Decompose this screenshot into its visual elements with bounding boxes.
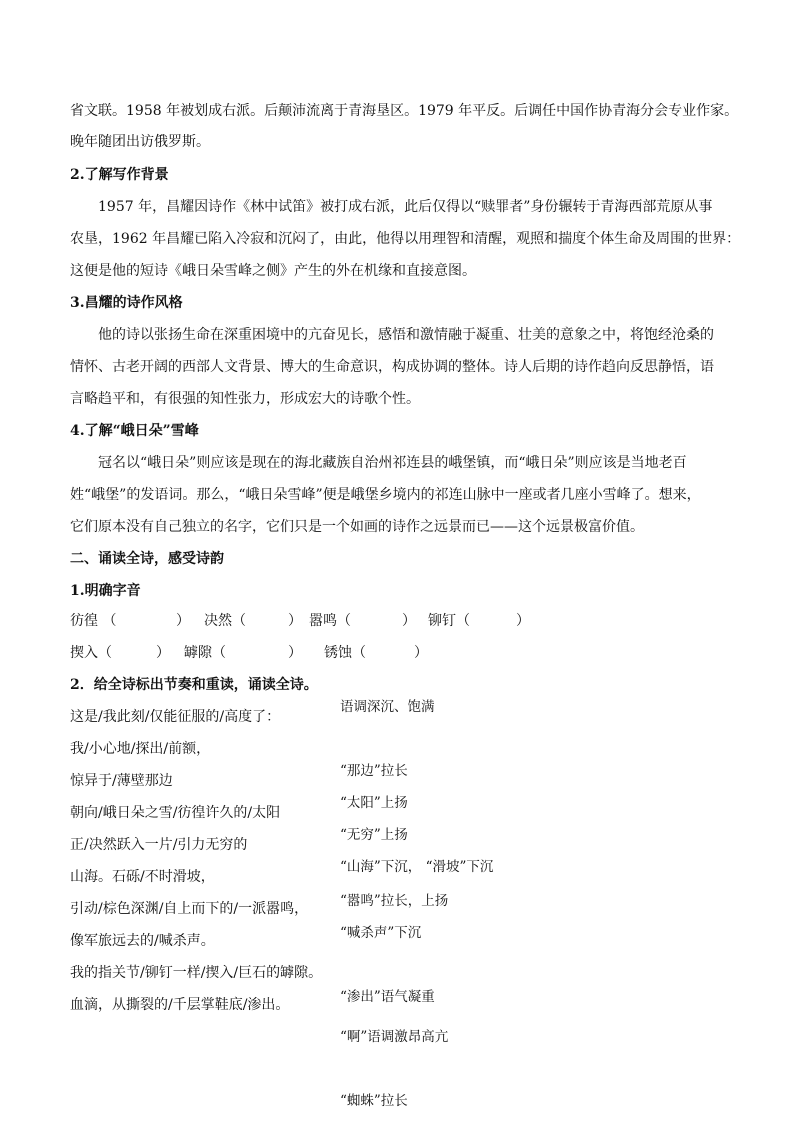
reading-note: “太阳”上扬 — [340, 795, 408, 811]
pronunciation-blank-close: ） — [516, 613, 530, 629]
poem-line: 引动/棕色深渊/自上而下的/一派嚣鸣， — [70, 901, 309, 917]
pronunciation-blank-close: ） — [288, 645, 302, 661]
pronunciation-word: 罅隙（ — [184, 645, 226, 661]
pronunciation-blank-close: ） — [402, 613, 416, 629]
paragraph-line: 1957 年，昌耀因诗作《林中试笛》被打成右派，此后仅得以“赎罪者”身份辗转于青海西部荒原从事 — [98, 199, 713, 215]
reading-note: “渗出”语气凝重 — [340, 989, 435, 1005]
poem-line: 我的指关节/铆钉一样/揳入/巨石的罅隙。 — [70, 965, 323, 981]
paragraph-line: 他的诗以张扬生命在深重困境中的亢奋见长，感悟和激情融于凝重、壮美的意象之中，将饱经沧桑的 — [98, 327, 714, 343]
poem-line: 惊异于/薄壁那边 — [70, 773, 173, 789]
bio-line: 省文联。1958 年被划成右派。后颠沛流离于青海垦区。1979 年平反。后调任中国作协青海分会专业作家。 — [70, 103, 739, 119]
section-heading-background: 2.了解写作背景 — [70, 167, 169, 183]
pronunciation-word: 锈蚀（ — [324, 645, 366, 661]
paragraph-line: 姓“峨堡”的发语词。那么，“峨日朵雪峰”便是峨堡乡境内的祁连山脉中一座或者几座小雪峰了。想来， — [70, 487, 701, 503]
paragraph-line: 这便是他的短诗《峨日朵雪峰之侧》产生的外在机缘和直接意图。 — [70, 263, 476, 279]
pronunciation-word: 决然（ — [204, 613, 246, 629]
pronunciation-word: 揳入（ — [70, 645, 112, 661]
pronunciation-word: 嚣鸣（ — [309, 613, 351, 629]
section-heading-style: 3.昌耀的诗作风格 — [70, 295, 183, 311]
reading-note: “无穷”上扬 — [340, 827, 408, 843]
pronunciation-blank-close: ） — [414, 645, 428, 661]
pronunciation-blank-close: ） — [156, 645, 170, 661]
poem-line: 血滴，从撕裂的/千层掌鞋底/渗出。 — [70, 997, 290, 1013]
poem-line: 朝向/峨日朵之雪/彷徨许久的/太阳 — [70, 805, 281, 821]
paragraph-line: 它们原本没有自己独立的名字，它们只是一个如画的诗作之远景而已——这个远景极富价值。 — [70, 519, 644, 535]
reading-note: “喊杀声”下沉 — [340, 925, 422, 941]
poem-line: 这是/我此刻/仅能征服的/高度了： — [70, 709, 281, 725]
poem-line: 山海。石砾/不时滑坡， — [70, 869, 215, 885]
reading-note: “蜘蛛”拉长 — [340, 1093, 408, 1109]
rhythm-heading: 2．给全诗标出节奏和重读，诵读全诗。 — [70, 677, 318, 693]
paragraph-line: 农垦，1962 年昌耀已陷入冷寂和沉闷了，由此，他得以用理智和清醒，观照和揣度个体生命及周围的世界： — [70, 231, 741, 247]
poem-line: 正/决然跃入一片/引力无穷的 — [70, 837, 248, 853]
poem-line: 像军旅远去的/喊杀声。 — [70, 933, 215, 949]
reading-note: 语调深沉、饱满 — [340, 699, 435, 715]
section-heading-peak: 4.了解“峨日朵”雪峰 — [70, 423, 199, 439]
bio-line: 晚年随团出访俄罗斯。 — [70, 134, 210, 150]
paragraph-line: 言略趋平和，有很强的知性张力，形成宏大的诗歌个性。 — [70, 391, 420, 407]
pronunciation-word: 彷徨 （ — [70, 613, 117, 629]
pronunciation-blank-close: ） — [176, 613, 190, 629]
pronunciation-word: 铆钉（ — [428, 613, 470, 629]
poem-line: 我/小心地/探出/前额， — [70, 741, 211, 757]
reading-note: “山海”下沉， “滑坡”下沉 — [340, 859, 494, 875]
reading-note: “那边”拉长 — [340, 763, 408, 779]
paragraph-line: 冠名以“峨日朵”则应该是现在的海北藏族自治州祁连县的峨堡镇，而“峨日朵”则应该是当地老百 — [98, 455, 687, 471]
reading-note: “嚣鸣”拉长，上扬 — [340, 893, 449, 909]
pronunciation-heading: 1.明确字音 — [70, 583, 141, 599]
part-two-heading: 二、诵读全诗，感受诗韵 — [70, 551, 224, 567]
pronunciation-blank-close: ） — [288, 613, 302, 629]
paragraph-line: 情怀、古老开阔的西部人文背景、博大的生命意识，构成协调的整体。诗人后期的诗作趋向反思静悟，语 — [70, 359, 714, 375]
reading-note: “啊”语调激昂高亢 — [340, 1029, 449, 1045]
